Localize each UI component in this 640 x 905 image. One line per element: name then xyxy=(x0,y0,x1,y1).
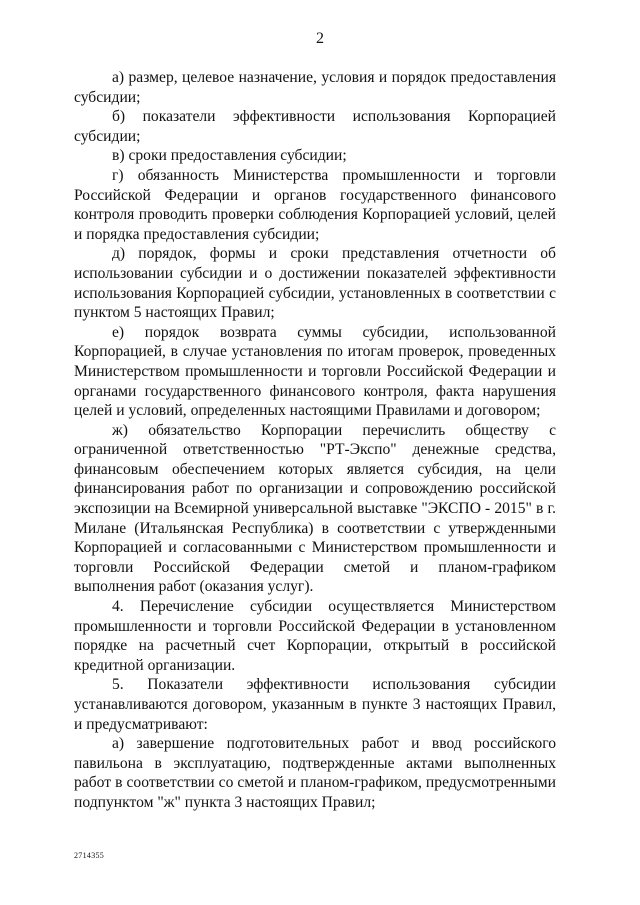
paragraph-point-5: 5. Показатели эффективности использования субсидии устанавливаются договором, указанным в пункте 3 настоящих Правил, и предусматривают: xyxy=(74,676,556,733)
paragraph-subpoint-e: е) порядок возврата суммы субсидии, использованной Корпорацией, в случае установления по итогам проверок, проведенных Министерством промышленности и торговли Российской Федерации и органами государственного финансового контроля, факта нарушения целей и условий, определенных настоящими Правилами и договором; xyxy=(74,323,556,420)
paragraph-point-4: 4. Перечисление субсидии осуществляется Министерством промышленности и торговли Российской Федерации в установленном порядке на расчетный счет Корпорации, открытый в российской кредитной организации. xyxy=(74,598,556,674)
paragraph-subpoint-zh: ж) обязательство Корпорации перечислить обществу с ограниченной ответственностью "РТ-Экспо" денежные средства, финансовым обеспечением которых является субсидия, на цели финансирования работ по организации и сопровождению российской экспозиции на Всемирной универсальной выставке "ЭКСПО - 2015" в г. Милане (Итальянская Республика) в соответствии с утвержденными Корпорацией и согласованными с Министерством промышленности и торговли Российской Федерации сметой и планом-графиком выполнения работ (оказания услуг). xyxy=(74,421,556,596)
paragraph-subpoint-v: в) сроки предоставления субсидии; xyxy=(112,147,347,165)
paragraph-point-5-subpoint-a: а) завершение подготовительных работ и ввод российского павильона в эксплуатацию, подтвержденные актами выполненных работ в соответствии со сметой и планом-графиком, предусмотренными подпунктом "ж" пункта 3 настоящих Правил; xyxy=(74,735,556,811)
page-number: 2 xyxy=(316,30,324,47)
paragraph-subpoint-b: б) показатели эффективности использования Корпорацией субсидии; xyxy=(74,108,556,145)
document-code: 2714355 xyxy=(74,851,105,860)
paragraph-subpoint-a: а) размер, целевое назначение, условия и порядок предоставления субсидии; xyxy=(74,69,556,106)
paragraph-subpoint-g: г) обязанность Министерства промышленности и торговли Российской Федерации и органов государственного финансового контроля проводить проверки соблюдения Корпорацией условий, целей и порядка предоставления субсидии; xyxy=(74,166,556,243)
paragraph-subpoint-d: д) порядок, формы и сроки представления отчетности об использовании субсидии и о достижении показателей эффективности использования Корпорацией субсидии, установленных в соответствии с пунктом 5 настоящих Правил; xyxy=(74,245,556,322)
document-body xyxy=(74,68,556,813)
